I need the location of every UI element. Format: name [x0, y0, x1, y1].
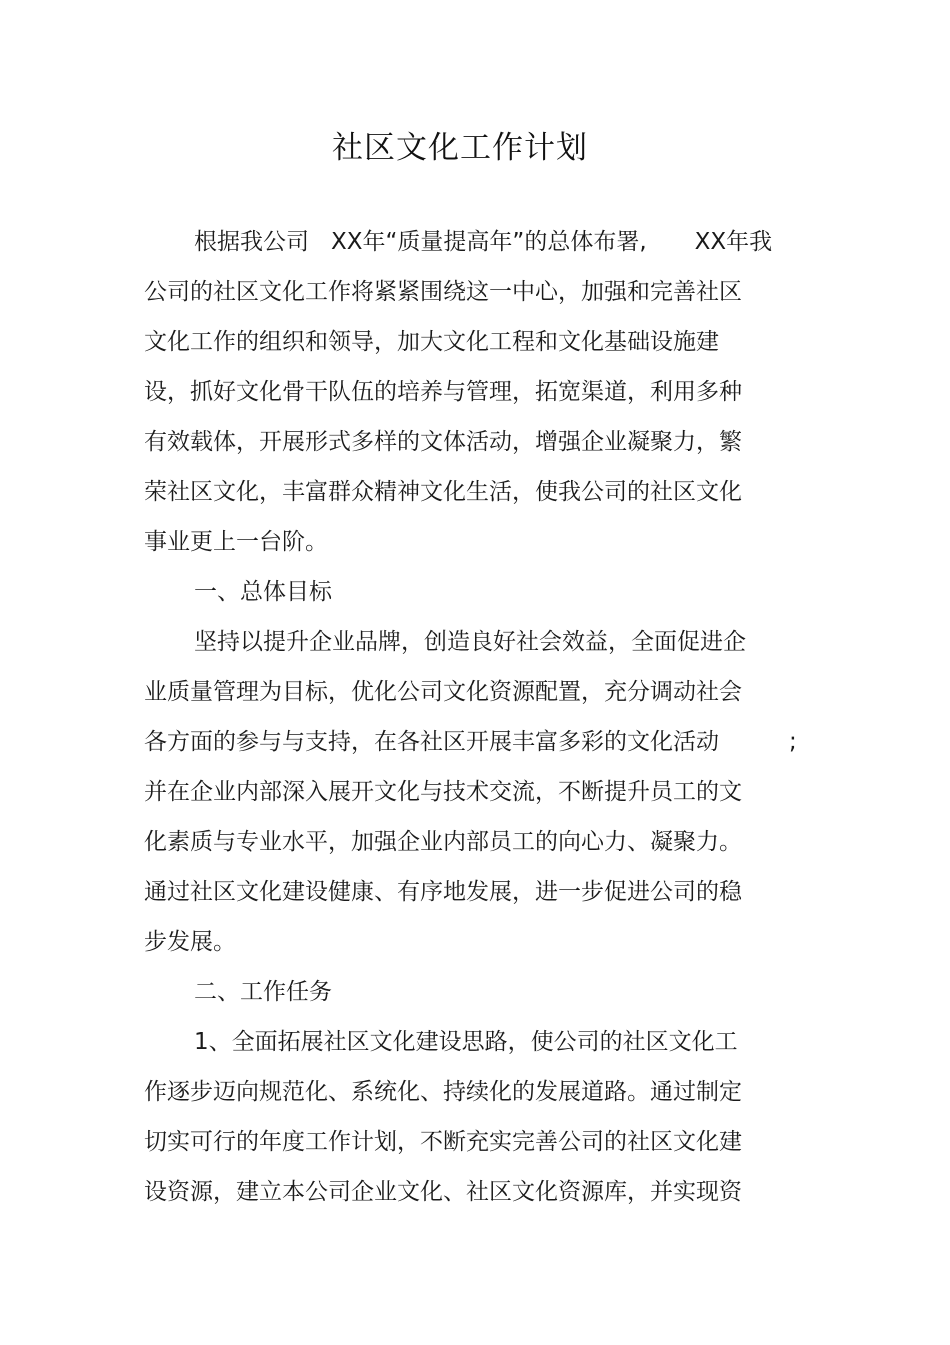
- intro-line-5: 有效载体，开展形式多样的文体活动，增强企业凝聚力，繁: [144, 429, 742, 455]
- section-1-line-4: 并在企业内部深入展开文化与技术交流，不断提升员工的文: [144, 779, 742, 805]
- intro-line-1-part-c: XX年我: [694, 229, 773, 255]
- intro-line-7: 事业更上一台阶。: [144, 529, 328, 555]
- intro-line-3: 文化工作的组织和领导，加大文化工程和文化基础设施建: [144, 329, 719, 355]
- section-2-heading: 二、工作任务: [194, 979, 332, 1005]
- section-2-line-2: 作逐步迈向规范化、系统化、持续化的发展道路。通过制定: [144, 1079, 742, 1105]
- section-1-line-3: [144, 727, 797, 757]
- section-1-heading: 一、总体目标: [194, 579, 332, 605]
- section-1-line-7: 步发展。: [144, 929, 236, 955]
- intro-line-1: [194, 227, 772, 257]
- section-1-line-5: 化素质与专业水平，加强企业内部员工的向心力、凝聚力。: [144, 829, 742, 855]
- section-2-line-1: 1、全面拓展社区文化建设思路，使公司的社区文化工: [194, 1029, 738, 1055]
- intro-line-6: 荣社区文化，丰富群众精神文化生活，使我公司的社区文化: [144, 479, 742, 505]
- intro-line-2: 公司的社区文化工作将紧紧围绕这一中心，加强和完善社区: [144, 279, 742, 305]
- section-1-line-3-semicolon: ;: [789, 729, 797, 755]
- document-title: 社区文化工作计划: [332, 130, 588, 166]
- section-1-line-6: 通过社区文化建设健康、有序地发展，进一步促进公司的稳: [144, 879, 742, 905]
- section-2-line-4: 设资源，建立本公司企业文化、社区文化资源库，并实现资: [144, 1179, 742, 1205]
- section-1-line-2: 业质量管理为目标，优化公司文化资源配置，充分调动社会: [144, 679, 742, 705]
- intro-line-1-part-b: XX年“质量提高年”的总体布署,: [331, 229, 647, 255]
- intro-line-4: 设，抓好文化骨干队伍的培养与管理，拓宽渠道，利用多种: [144, 379, 742, 405]
- section-2-line-3: 切实可行的年度工作计划，不断充实完善公司的社区文化建: [144, 1129, 742, 1155]
- section-1-line-3-text: 各方面的参与与支持，在各社区开展丰富多彩的文化活动: [144, 729, 719, 755]
- intro-line-1-part-a: 根据我公司: [194, 229, 309, 255]
- section-1-line-1: 坚持以提升企业品牌，创造良好社会效益，全面促进企: [194, 629, 746, 655]
